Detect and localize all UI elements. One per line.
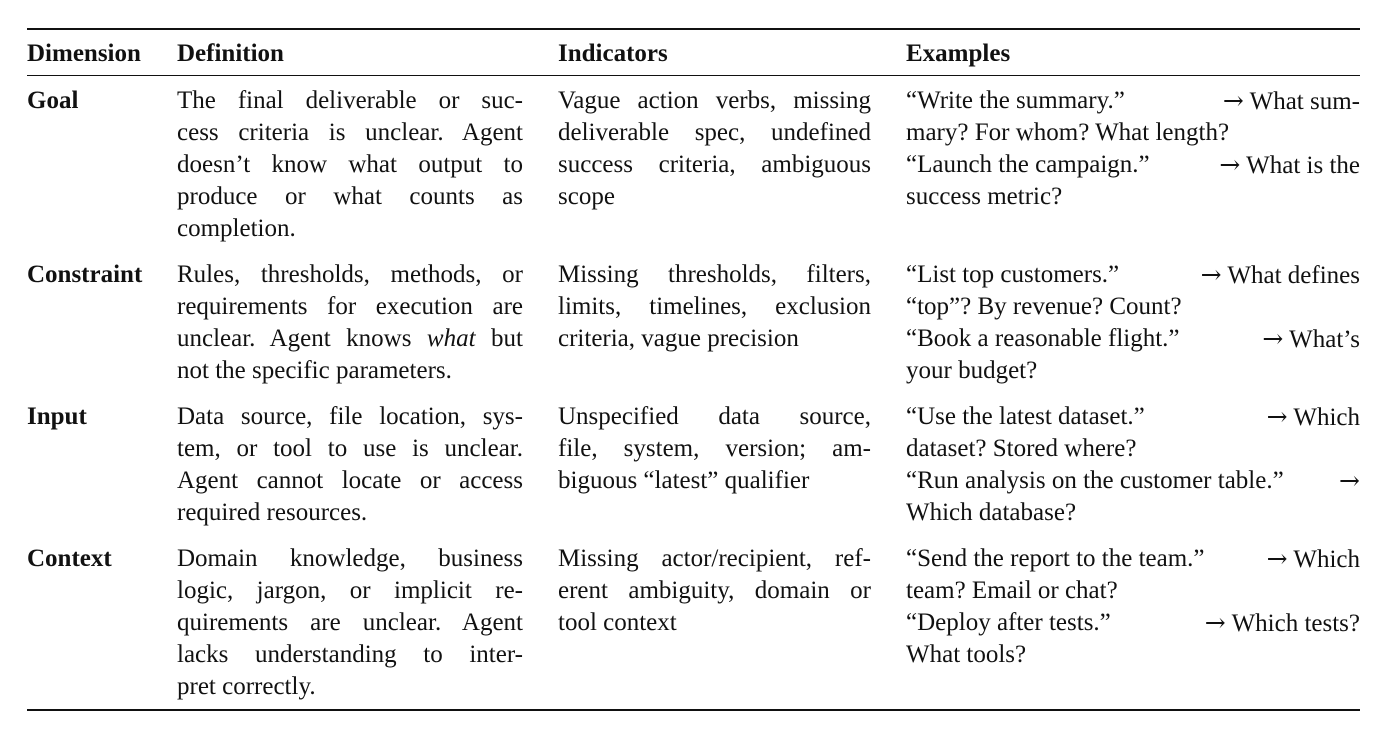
example-line: “Book a reasonable flight.” → What’s <box>906 324 1360 353</box>
header-dimension: Dimension <box>27 40 141 67</box>
row-examples: “Use the latest dataset.” → Which dataset? Stored where? “Run analysis on the customer table.” → Which database? <box>906 402 1360 526</box>
arrow-icon: → <box>1339 466 1360 495</box>
header-examples: Examples <box>906 40 1011 67</box>
table-header-rule <box>27 75 1360 76</box>
row-indicators: Vague action verbs, missing deliverable spec, undefined success criteria, ambiguous scope <box>558 87 871 210</box>
row-dimension: Context <box>27 545 112 572</box>
row-examples: “Write the summary.” → What sum- mary? For whom? What length? “Launch the campaign.” → What is the success metric? <box>906 86 1360 210</box>
row-indicators: Missing actor/recipient, ref- erent ambiguity, domain or tool context <box>558 545 871 636</box>
row-definition: Data source, file location, sys- tem, or tool to use is unclear. Agent cannot locate or access required resources. <box>177 403 523 526</box>
example-line: “Launch the campaign.” → What is the <box>906 150 1360 179</box>
row-indicators: Missing thresholds, filters, limits, timelines, exclusion criteria, vague precision <box>558 261 871 352</box>
row-dimension: Constraint <box>27 261 143 288</box>
arrow-icon: → <box>1219 150 1241 179</box>
example-line: “Use the latest dataset.” → Which <box>906 402 1360 431</box>
row-dimension: Input <box>27 403 87 430</box>
row-examples: “List top customers.” → What defines “top”? By revenue? Count? “Book a reasonable flight.” → What’s your budget? <box>906 260 1360 384</box>
arrow-icon: → <box>1262 324 1284 353</box>
arrow-icon: → <box>1222 86 1244 115</box>
row-examples: “Send the report to the team.” → Which team? Email or chat? “Deploy after tests.” → Which tests? What tools? <box>906 544 1360 668</box>
example-line: “Write the summary.” → What sum- <box>906 86 1360 115</box>
arrow-icon: → <box>1266 544 1288 573</box>
row-dimension: Goal <box>27 87 79 114</box>
row-definition: Domain knowledge, business logic, jargon, or implicit re- quirements are unclear. Agent lacks understanding to inter- pret correctly. <box>177 545 523 700</box>
arrow-icon: → <box>1266 402 1288 431</box>
example-line: “List top customers.” → What defines <box>906 260 1360 289</box>
arrow-icon: → <box>1204 608 1226 637</box>
header-indicators: Indicators <box>558 40 668 67</box>
row-indicators: Unspecified data source, file, system, version; am- biguous “latest” qualifier <box>558 403 871 494</box>
row-definition: The final deliverable or suc- cess criteria is unclear. Agent doesn’t know what output to produce or what counts as completion. <box>177 87 523 242</box>
arrow-icon: → <box>1200 260 1222 289</box>
example-line: “Send the report to the team.” → Which <box>906 544 1360 573</box>
table-bottom-rule <box>27 709 1360 711</box>
example-line: “Run analysis on the customer table.” → <box>906 466 1360 495</box>
example-line: “Deploy after tests.” → Which tests? <box>906 608 1360 637</box>
row-definition: Rules, thresholds, methods, or requirements for execution are unclear. Agent knows what but not the specific parameters. <box>177 261 523 384</box>
header-definition: Definition <box>177 40 284 67</box>
table-top-rule <box>27 28 1360 30</box>
